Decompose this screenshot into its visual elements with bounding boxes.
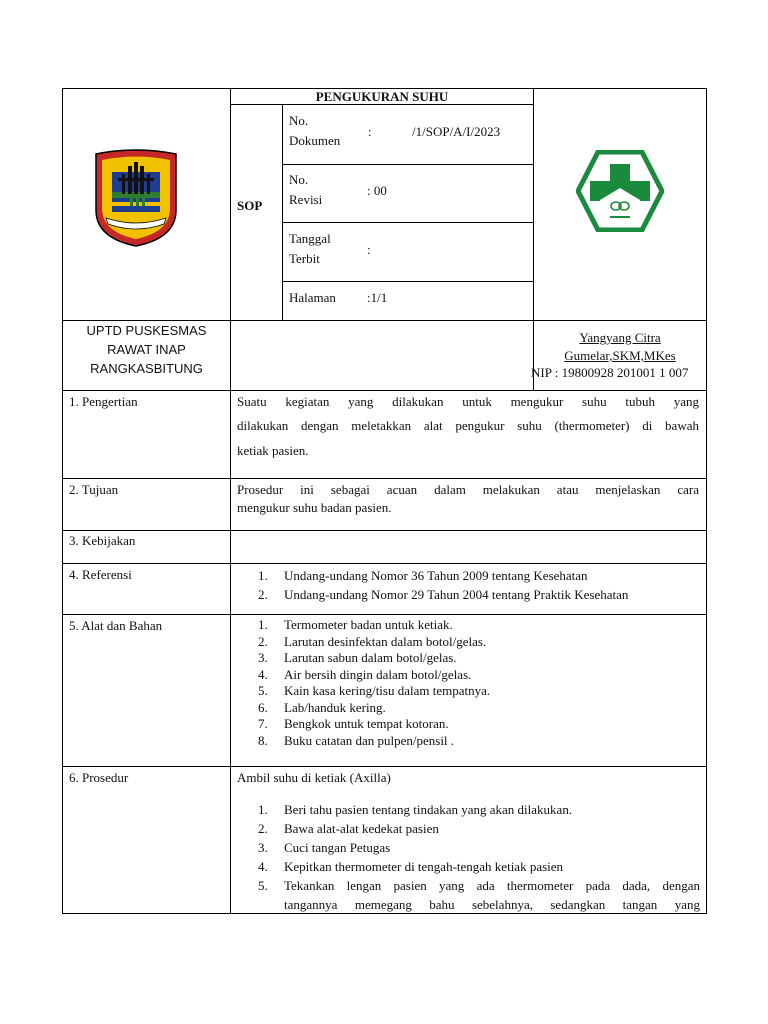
list-item bbox=[231, 857, 701, 876]
list-item bbox=[231, 650, 701, 667]
list-number: 3. bbox=[258, 840, 268, 855]
list-number: 4. bbox=[258, 666, 268, 682]
list-number: 2. bbox=[258, 821, 268, 836]
row-divider-revisi bbox=[282, 222, 534, 223]
section-label-pengertian: 1. Pengertian bbox=[69, 394, 138, 409]
no-dokumen-value: /1/SOP/A/I/2023 bbox=[412, 124, 501, 139]
list-item bbox=[231, 716, 701, 733]
list-text: Beri tahu pasien tentang tindakan yang akan dilakukan. bbox=[284, 802, 573, 817]
signer-name-line-1: Yangyang Citra bbox=[579, 330, 661, 345]
tanggal-value: : bbox=[367, 242, 371, 257]
list-item bbox=[231, 838, 701, 857]
list-number: 2. bbox=[258, 587, 268, 602]
pengertian-text-line-1: Suatu kegiatan yang dilakukan untuk mengukur suhu tubuh yang bbox=[237, 394, 699, 409]
referensi-list bbox=[231, 566, 701, 604]
document-title: PENGUKURAN SUHU bbox=[315, 89, 449, 104]
list-text: Undang-undang Nomor 36 Tahun 2009 tentang Kesehatan bbox=[284, 568, 588, 583]
tujuan-text-line-2: mengukur suhu badan pasien. bbox=[237, 500, 392, 515]
list-item bbox=[231, 617, 701, 634]
row-divider-referensi bbox=[62, 614, 707, 615]
tanggal-label-1: Tanggal bbox=[289, 231, 331, 246]
table-border-right bbox=[706, 88, 707, 914]
signer-name-line-2: Gumelar,SKM,MKes bbox=[564, 348, 676, 363]
list-number: 1. bbox=[258, 802, 268, 817]
list-item bbox=[231, 700, 701, 717]
list-number: 4. bbox=[258, 859, 268, 874]
section-label-alat: 5. Alat dan Bahan bbox=[69, 618, 163, 633]
list-number: 1. bbox=[258, 617, 268, 632]
list-text: Air bersih dingin dalam botol/gelas. bbox=[284, 666, 472, 682]
alat-list bbox=[231, 617, 701, 749]
prosedur-item-5-line-1: Tekankan lengan pasien yang ada thermometer pada dada, dengan bbox=[284, 878, 700, 893]
tanggal-label-2: Terbit bbox=[289, 251, 320, 266]
regional-seal-logo bbox=[92, 148, 180, 248]
divider-sop-col bbox=[282, 105, 283, 320]
list-item bbox=[231, 667, 701, 684]
list-item bbox=[231, 683, 701, 700]
section-label-referensi: 4. Referensi bbox=[69, 567, 132, 582]
list-item bbox=[231, 566, 701, 585]
list-text: Lab/handuk kering. bbox=[284, 699, 386, 715]
row-divider-pengertian bbox=[62, 478, 707, 479]
no-revisi-value: : 00 bbox=[367, 183, 387, 198]
list-item bbox=[231, 733, 701, 750]
list-text: Larutan sabun dalam botol/gelas. bbox=[284, 650, 457, 665]
row-divider-alat bbox=[62, 766, 707, 767]
list-number: 6. bbox=[258, 699, 268, 715]
no-revisi-label-1: No. bbox=[289, 172, 309, 187]
list-text: Bawa alat-alat kedekat pasien bbox=[284, 821, 439, 836]
pengertian-text-line-2: dilakukan dengan meletakkan alat pengukur suhu (thermometer) di bawah bbox=[237, 418, 699, 433]
table-border-left bbox=[62, 88, 63, 914]
list-item bbox=[231, 634, 701, 651]
header-bottom bbox=[62, 320, 707, 321]
org-name-line-2: RAWAT INAP bbox=[107, 342, 186, 357]
list-text: Kain kasa kering/tisu dalam tempatnya. bbox=[284, 683, 491, 698]
list-item bbox=[231, 800, 701, 819]
list-number: 1. bbox=[258, 568, 268, 583]
sop-label: SOP bbox=[237, 198, 263, 213]
no-revisi-label-2: Revisi bbox=[289, 192, 323, 207]
prosedur-list bbox=[231, 800, 701, 876]
pengertian-text-line-3: ketiak pasien. bbox=[237, 443, 309, 458]
prosedur-item-5-line-2: tangannya memegang bahu sebelahnya, sedangkan tangan yang bbox=[284, 897, 700, 912]
prosedur-item-5-number: 5. bbox=[258, 878, 268, 893]
divider-label-col bbox=[230, 88, 231, 914]
list-text: Bengkok untuk tempat kotoran. bbox=[284, 716, 449, 731]
row-divider-dokumen bbox=[282, 164, 534, 165]
list-number: 7. bbox=[258, 716, 268, 731]
no-dokumen-label-1: No. bbox=[289, 113, 309, 128]
list-item bbox=[231, 819, 701, 838]
list-text: Kepitkan thermometer di tengah-tengah ketiak pasien bbox=[284, 859, 564, 874]
org-name-line-3: RANGKASBITUNG bbox=[90, 361, 203, 376]
list-number: 5. bbox=[258, 683, 268, 698]
section-label-kebijakan: 3. Kebijakan bbox=[69, 533, 136, 548]
list-number: 8. bbox=[258, 732, 268, 748]
row-divider-kebijakan bbox=[62, 563, 707, 564]
org-name-line-1: UPTD PUSKESMAS bbox=[86, 323, 207, 338]
row-divider-tanggal bbox=[282, 281, 534, 282]
puskesmas-logo bbox=[576, 150, 664, 232]
halaman-value: :1/1 bbox=[367, 290, 388, 305]
section-label-tujuan: 2. Tujuan bbox=[69, 482, 119, 497]
divider-right-col bbox=[533, 88, 534, 391]
no-dokumen-colon: : bbox=[368, 124, 372, 139]
table-border-bottom bbox=[62, 913, 707, 914]
prosedur-intro: Ambil suhu di ketiak (Axilla) bbox=[237, 770, 391, 785]
list-text: Termometer badan untuk ketiak. bbox=[284, 617, 453, 632]
list-text: Cuci tangan Petugas bbox=[284, 840, 391, 855]
signer-nip: NIP : 19800928 201001 1 007 bbox=[531, 365, 689, 380]
title-underline bbox=[230, 104, 534, 105]
list-number: 3. bbox=[258, 650, 268, 665]
halaman-label: Halaman bbox=[289, 290, 336, 305]
no-dokumen-label-2: Dokumen bbox=[289, 133, 341, 148]
row-divider-tujuan bbox=[62, 530, 707, 531]
list-text: Buku catatan dan pulpen/pensil . bbox=[284, 732, 455, 748]
list-text: Undang-undang Nomor 29 Tahun 2004 tentang Praktik Kesehatan bbox=[284, 587, 629, 602]
list-text: Larutan desinfektan dalam botol/gelas. bbox=[284, 633, 487, 649]
list-number: 2. bbox=[258, 633, 268, 649]
tujuan-text-line-1: Prosedur ini sebagai acuan dalam melakukan atau menjelaskan cara bbox=[237, 482, 699, 497]
list-item bbox=[231, 585, 701, 604]
section-label-prosedur: 6. Prosedur bbox=[69, 770, 129, 785]
signer-bottom bbox=[62, 390, 707, 391]
